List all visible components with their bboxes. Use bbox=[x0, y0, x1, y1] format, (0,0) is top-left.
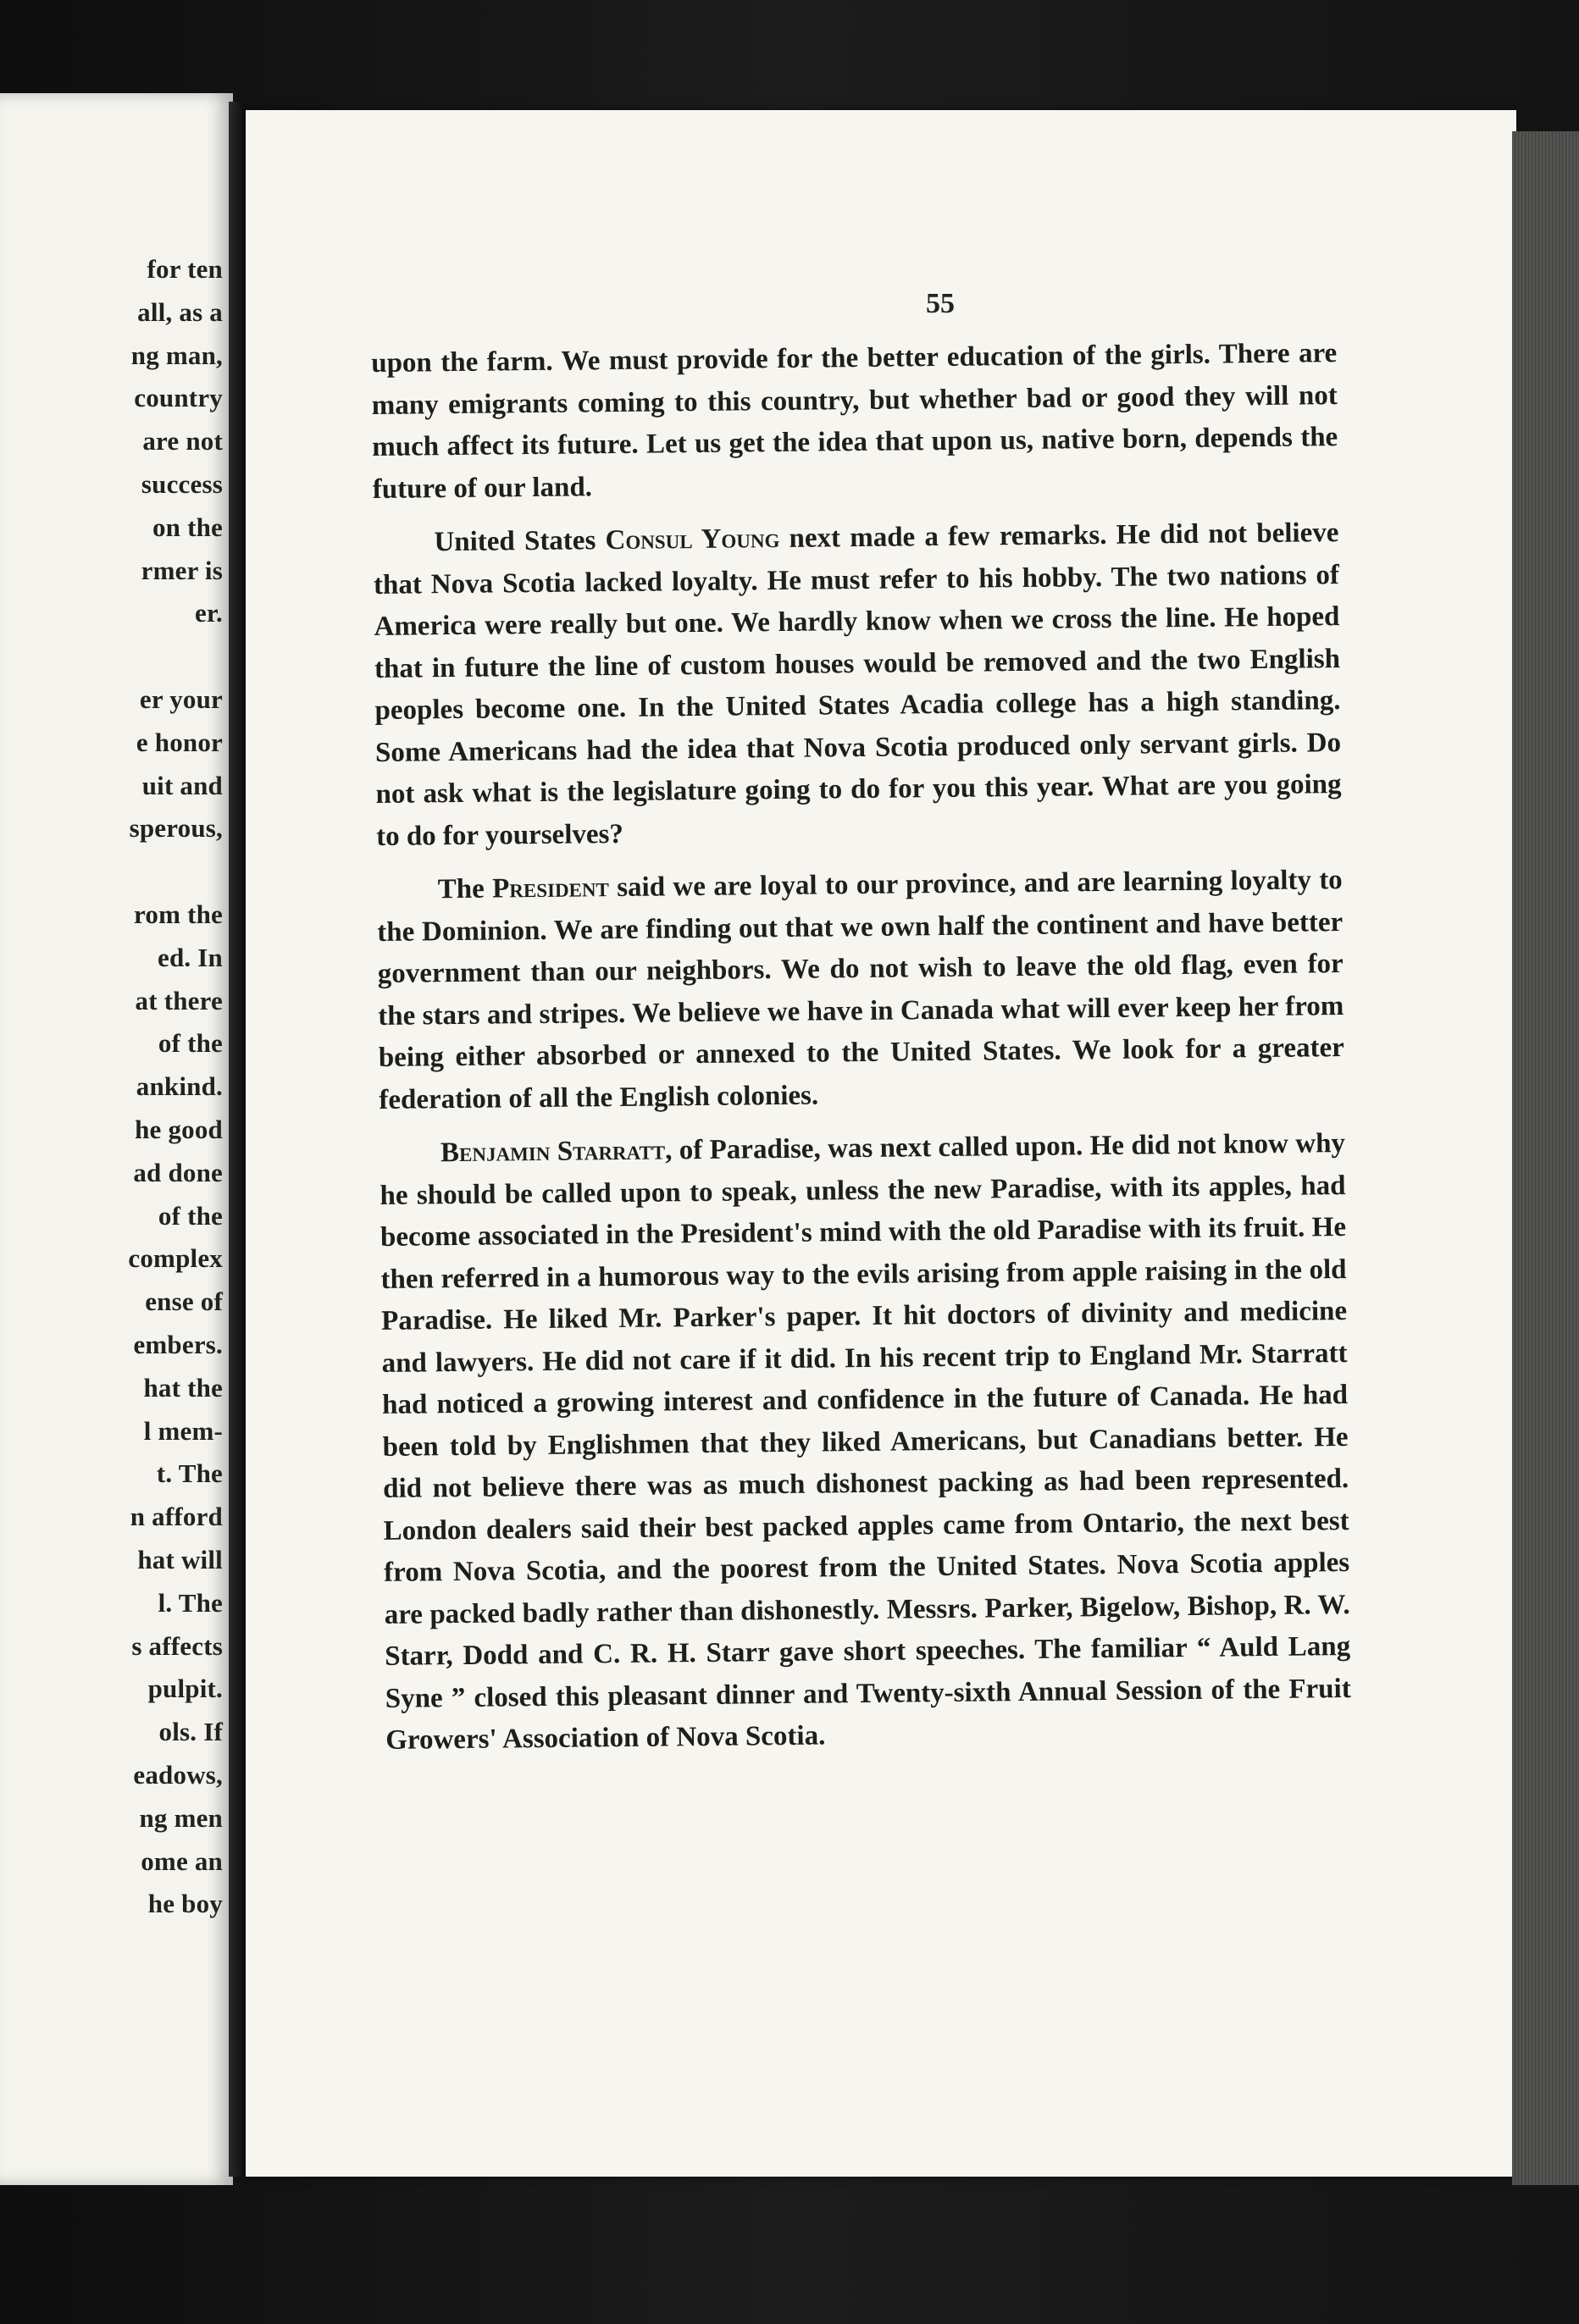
facing-page-line: ng man, bbox=[130, 340, 223, 370]
text-run: The bbox=[437, 873, 493, 905]
facing-page-line: are not bbox=[142, 426, 223, 456]
facing-page-line: ad done bbox=[133, 1157, 223, 1187]
facing-page-line: uit and bbox=[141, 770, 223, 800]
facing-page-line: ankind. bbox=[136, 1071, 223, 1102]
text-run: , of Paradise, was next called upon. He did not know why he should be called upon to speak, unless the new Paradise, with its apples, had become associated in the President's mind with the old Paradise with its fruit. He then referred in a humorous way to the evils arising from apple raising in the old Paradise. He liked Mr. Parker's paper. It hit doctors of divinity and medicine and lawyers. He did not care if it did. In his recent trip to England Mr. Starratt had noticed a growing interest and confidence in the future of Canada. He had been told by Englishmen that they liked Americans, but Canadians better. He did not believe there was as much dishonest packing as had been represented. London dealers said their best packed apples came from Ontario, the next best from Nova Scotia, and the poorest from the United States. Nova Scotia apples are packed badly rather than dishonestly. Messrs. Parker, Bigelow, Bishop, R. W. Starr, Dodd and C. R. H. Starr gave short speeches. The familiar “ Auld Lang Syne ” closed this pleasant dinner and Twenty-sixth Annual Session of the Fruit Growers' Association of Nova Scotia. bbox=[380, 1128, 1351, 1756]
facing-page-line: s affects bbox=[131, 1630, 223, 1661]
facing-page-line: complex bbox=[128, 1243, 223, 1274]
page-body bbox=[371, 333, 1352, 1773]
facing-page-line: n afford bbox=[130, 1502, 223, 1532]
facing-page-line: er your bbox=[139, 684, 223, 714]
speaker-name: Consul Young bbox=[605, 523, 780, 556]
facing-page-line: ng men bbox=[139, 1802, 223, 1833]
facing-page-line: pulpit. bbox=[147, 1674, 223, 1704]
page-number: 55 bbox=[926, 288, 955, 319]
facing-page-line: all, as a bbox=[137, 296, 223, 327]
paragraph-benjamin-starratt bbox=[380, 1123, 1352, 1762]
facing-page-line: ome an bbox=[141, 1845, 223, 1876]
facing-page-line: on the bbox=[152, 512, 223, 542]
text-run: next made a few remarks. He did not believe that Nova Scotia lacked loyalty. He must refer to his hobby. The two nations of America were really but one. We hardly know when we cross the line. He hoped that in future the line of custom houses would be removed and the two English peoples become one. In the United States Acadia college has a high standing. Some Americans had the idea that Nova Scotia produced only servant girls. Do not ask what is the legislature going to do for you this year. What are you going to do for yourselves? bbox=[373, 517, 1342, 852]
facing-page-fragment bbox=[0, 93, 233, 2185]
facing-page-line: of the bbox=[158, 1200, 223, 1231]
facing-page-line: er. bbox=[194, 598, 223, 628]
facing-page-line: at there bbox=[135, 985, 223, 1015]
paragraph-farm-education: upon the farm. We must provide for the better education of the girls. There are many emigrants coming to this country, but whether bad or good they will not much affect its future. Let us get the idea that upon us, native born, depends the future of our land. bbox=[371, 338, 1338, 505]
facing-page-line: l mem- bbox=[143, 1415, 223, 1446]
facing-page-line: rmer is bbox=[141, 555, 223, 585]
facing-page-line: country bbox=[134, 383, 223, 413]
speaker-name: Benjamin Starratt bbox=[440, 1135, 666, 1169]
facing-page-line: for ten bbox=[147, 254, 223, 284]
facing-page-line: ense of bbox=[145, 1286, 223, 1317]
book-page bbox=[246, 110, 1516, 2177]
page-stack-edge bbox=[1512, 131, 1579, 2185]
text-run: said we are loyal to our province, and are learning loyalty to the Dominion. We are finding out that we own half the continent and have better government than our neighbors. We do not wish to leave the old flag, even for the stars and stripes. We believe we have in Canada what will ever keep her from being either absorbed or annexed to the United States. We look for a greater federation of all the English colonies. bbox=[377, 865, 1344, 1115]
facing-page-line: embers. bbox=[133, 1330, 223, 1359]
book-gutter bbox=[229, 102, 246, 2177]
facing-page-line: success bbox=[141, 469, 223, 499]
paragraph-president bbox=[377, 860, 1345, 1121]
facing-page-line: ols. If bbox=[158, 1717, 223, 1747]
facing-page-line: t. The bbox=[156, 1458, 223, 1489]
facing-page-line: rom the bbox=[134, 899, 223, 929]
facing-page-line: hat the bbox=[143, 1372, 223, 1403]
facing-page-line: e honor bbox=[136, 727, 223, 757]
paragraph-consul-young bbox=[373, 512, 1342, 858]
facing-page-line: eadows, bbox=[133, 1760, 223, 1790]
facing-page-line: he boy bbox=[147, 1889, 223, 1919]
speaker-name: President bbox=[491, 872, 610, 905]
facing-page-line: ed. In bbox=[157, 942, 223, 972]
facing-page-line: sperous, bbox=[129, 813, 223, 844]
facing-page-line: of the bbox=[158, 1028, 223, 1059]
text-run: United States bbox=[434, 525, 606, 558]
facing-page-line: l. The bbox=[158, 1587, 223, 1618]
facing-page-line: he good bbox=[135, 1115, 223, 1144]
facing-page-line: hat will bbox=[137, 1545, 223, 1574]
